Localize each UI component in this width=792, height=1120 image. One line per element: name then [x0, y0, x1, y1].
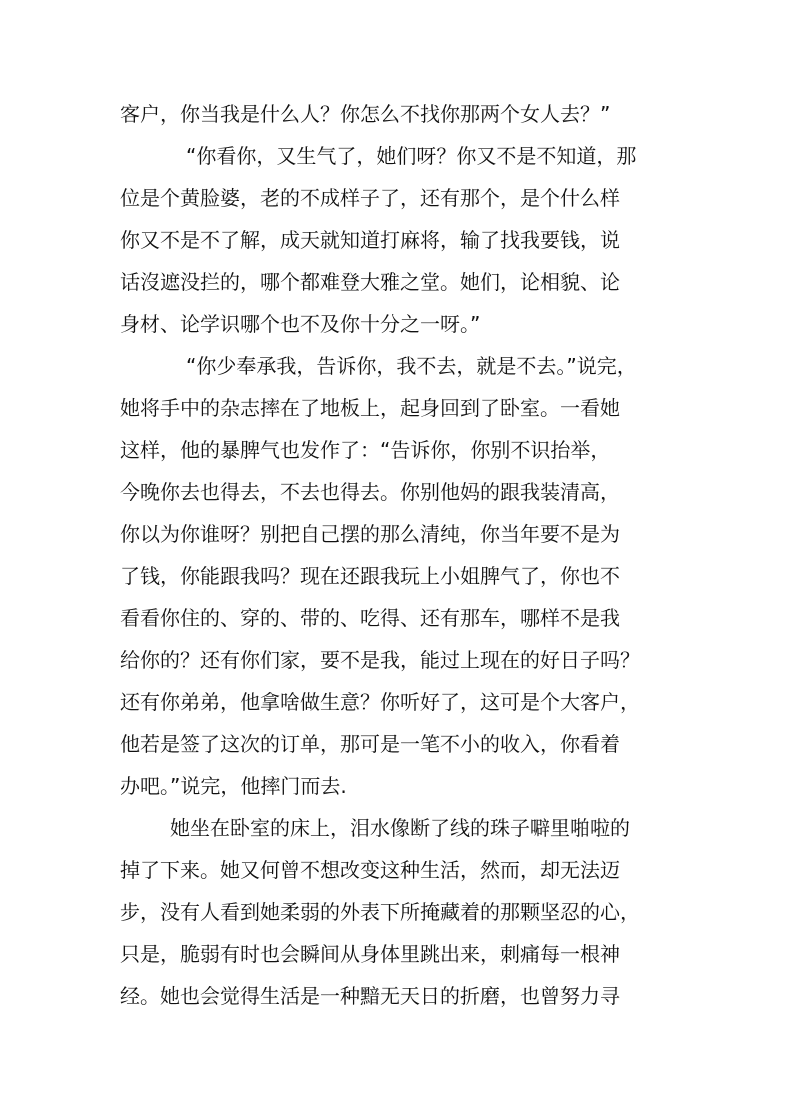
text-line: “你看你，又生气了，她们呀？你又不是不知道，那	[186, 144, 637, 168]
text-line: 给你的？还有你们家，要不是我，能过上现在的好日子吗？	[120, 648, 640, 672]
text-line: 经。她也会觉得生活是一种黯无天日的折磨，也曾努力寻	[120, 984, 620, 1008]
text-line: 看看你住的、穿的、带的、吃得、还有那车，哪样不是我	[120, 606, 620, 630]
text-line: 办吧。”说完，他摔门而去.	[120, 774, 347, 798]
text-line: 身材、论学识哪个也不及你十分之一呀。”	[120, 312, 481, 336]
text-line: “你少奉承我，告诉你，我不去，就是不去。”说完，	[186, 354, 637, 378]
text-line: 话沒遮没拦的，哪个都难登大雅之堂。她们，论相貌、论	[120, 270, 620, 294]
text-line: 位是个黄脸婆，老的不成样子了，还有那个，是个什么样	[120, 186, 620, 210]
text-line: 他若是签了这次的订单，那可是一笔不小的收入，你看着	[120, 732, 620, 756]
text-line: 只是，脆弱有时也会瞬间从身体里跳出来，刺痛每一根神	[120, 942, 620, 966]
text-line: 客户，你当我是什么人？你怎么不找你那两个女人去？”	[120, 102, 611, 126]
text-line: 还有你弟弟，他拿啥做生意？你听好了，这可是个大客户，	[120, 690, 640, 714]
text-line: 步，没有人看到她柔弱的外表下所掩藏着的那颗坚忍的心，	[120, 900, 640, 924]
text-line: 你以为你谁呀？别把自己摆的那么清纯，你当年要不是为	[120, 522, 620, 546]
text-line: 掉了下来。她又何曾不想改变这种生活，然而，却无法迈	[120, 858, 620, 882]
text-line: 这样，他的暴脾气也发作了：“告诉你，你别不识抬举，	[120, 438, 611, 462]
text-line: 她将手中的杂志摔在了地板上，起身回到了卧室。一看她	[120, 396, 620, 420]
text-line: 今晚你去也得去，不去也得去。你别他妈的跟我装清高，	[120, 480, 620, 504]
text-line: 你又不是不了解，成天就知道打麻将，输了找我要钱，说	[120, 228, 620, 252]
text-line: 了钱，你能跟我吗？现在还跟我玩上小姐脾气了，你也不	[120, 564, 620, 588]
text-line: 她坐在卧室的床上，泪水像断了线的珠子噼里啪啦的	[170, 816, 630, 840]
